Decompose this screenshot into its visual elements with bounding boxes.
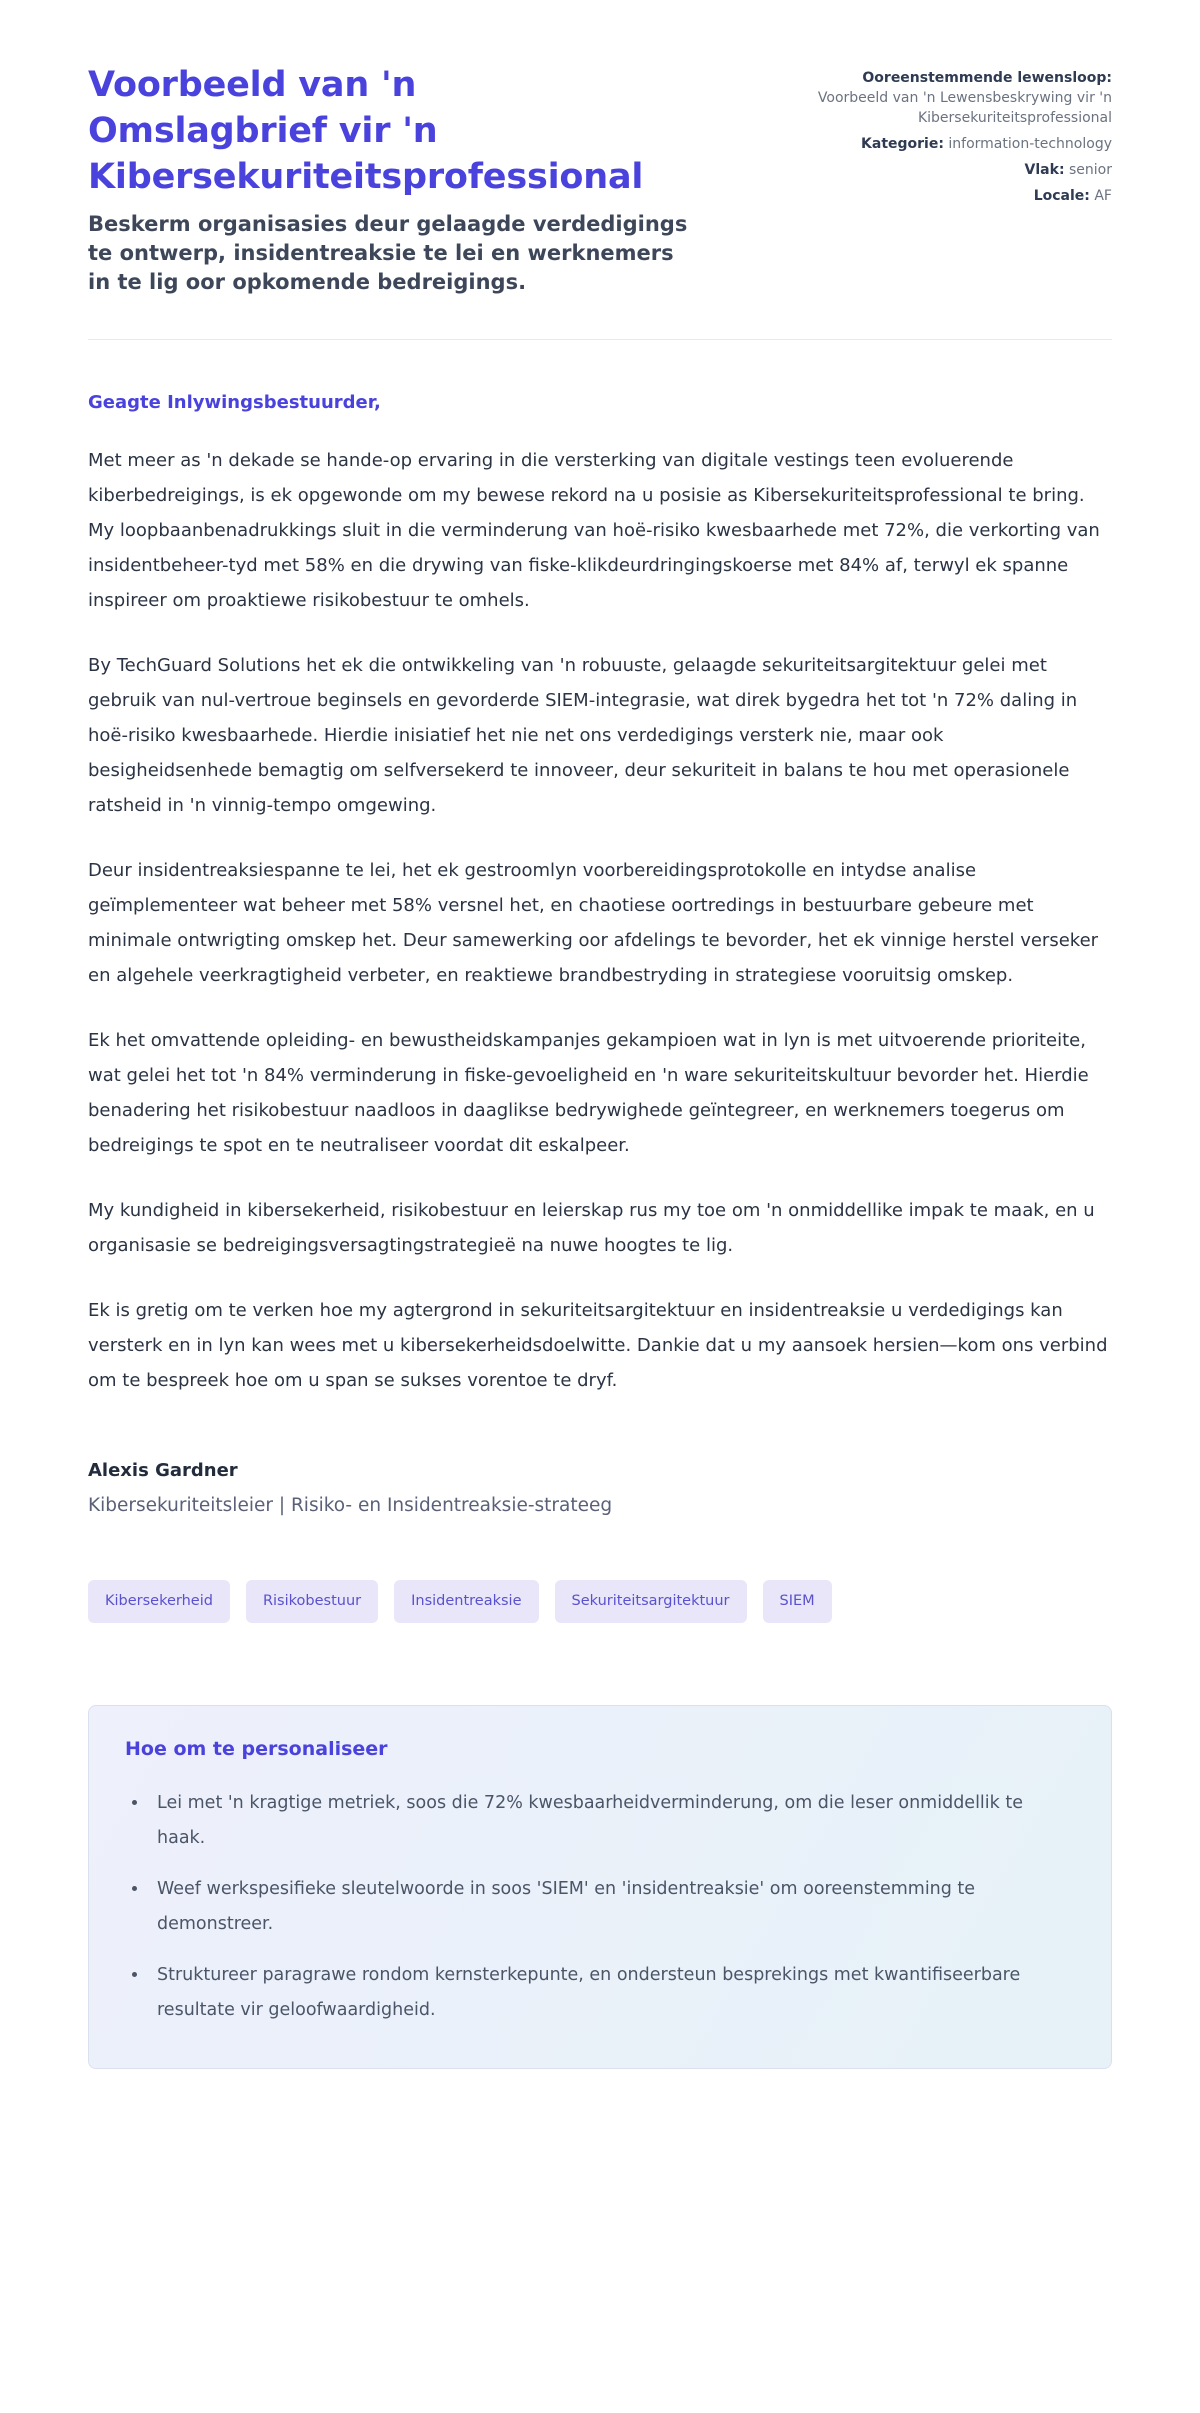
meta-value: Voorbeeld van 'n Lewensbeskrywing vir 'n Kibersekuriteitsprofessional bbox=[817, 90, 1112, 126]
letter-paragraph: Ek is gretig om te verken hoe my agtergrond in sekuriteitsargitektuur en insidentreaksie u verdedigings kan versterk en in lyn kan wees met u kibersekerheidsdoelwitte. Dankie dat u my aansoek hersien—kom ons verbind om te bespreek hoe om u span se sukses vorentoe te dryf. bbox=[88, 1300, 1108, 1391]
callout-bullet: • Struktureer paragrawe rondom kernsterkepunte, en ondersteun besprekings met kwantifiseerbare resultate vir geloofwaardigheid. bbox=[149, 1958, 1075, 2028]
header-title-block bbox=[88, 62, 688, 297]
tag-sekuriteitsargitektuur: Sekuriteitsargitektuur bbox=[555, 1580, 747, 1623]
divider bbox=[88, 339, 1112, 340]
tag-insidentreaksie: Insidentreaksie bbox=[394, 1580, 538, 1623]
page-title-line: Kibersekuriteitsprofessional bbox=[88, 157, 644, 197]
signature-role: Kibersekuriteitsleier | Risiko- en Insidentreaksie-strateeg bbox=[88, 1495, 613, 1516]
page-title bbox=[88, 62, 688, 200]
cover-letter-body bbox=[88, 392, 1112, 2069]
callout-bullet-list bbox=[125, 1786, 1075, 2028]
tag-list bbox=[88, 1580, 1112, 1623]
meta-label: Kategorie: bbox=[861, 136, 944, 152]
meta-value: information-technology bbox=[948, 136, 1112, 152]
callout-bullet: • Lei met 'n kragtige metriek, soos die 72% kwesbaarheidverminderung, om die leser onmiddellik te haak. bbox=[149, 1786, 1075, 1856]
meta-value: AF bbox=[1094, 188, 1112, 204]
letter-paragraph: Ek het omvattende opleiding- en bewustheidskampanjes gekampioen wat in lyn is met uitvoerende prioriteite, wat gelei het tot 'n 84% verminderung in fiske-gevoeligheid en 'n ware sekuriteitskultuur bevorder het. Hierdie benadering het risikobestuur naadloos in daaglikse bedrywighede geïntegreer, en werknemers toegerus om bedreigings te spot en te neutraliseer voordat dit eskalpeer. bbox=[88, 1030, 1089, 1156]
letter-paragraph: My kundigheid in kibersekerheid, risikobestuur en leierskap rus my toe om 'n onmiddellike impak te maak, en u organisasie se bedreigingsversagtingstrategieë na nuwe hoogtes te lig. bbox=[88, 1200, 1095, 1256]
meta-matching-resume bbox=[812, 68, 1112, 128]
tag-siem: SIEM bbox=[763, 1580, 832, 1623]
meta-locale bbox=[812, 186, 1112, 206]
page-title-line: Omslagbrief vir 'n bbox=[88, 111, 438, 151]
page bbox=[88, 0, 1112, 2137]
header bbox=[88, 62, 1112, 297]
personalization-callout bbox=[88, 1705, 1112, 2069]
letter-paragraph: By TechGuard Solutions het ek die ontwikkeling van 'n robuuste, gelaagde sekuriteitsargitektuur gelei met gebruik van nul-vertroue beginsels en gevorderde SIEM-integrasie, wat direk bygedra het tot 'n 72% daling in hoë-risiko kwesbaarhede. Hierdie inisiatief het nie net ons verdedigings versterk nie, maar ook besigheidsenhede bemagtig om selfversekerd te innoveer, deur sekuriteit in balans te hou met operasionele ratsheid in 'n vinnig-tempo omgewing. bbox=[88, 655, 1078, 816]
callout-bullet: • Weef werkspesifieke sleutelwoorde in soos 'SIEM' en 'insidentreaksie' om ooreenstemming te demonstreer. bbox=[149, 1872, 1075, 1942]
meta-category bbox=[812, 134, 1112, 154]
letter-paragraph: Met meer as 'n dekade se hande-op ervaring in die versterking van digitale vestings teen evoluerende kiberbedreigings, is ek opgewonde om my bewese rekord na u posisie as Kibersekuriteitsprofessional te bring. My loopbaanbenadrukkings sluit in die verminderung van hoë-risiko kwesbaarhede met 72%, die verkorting van insidentbeheer-tyd met 58% en die drywing van fiske-klikdeurdringingskoerse met 84% af, terwyl ek spanne inspireer om proaktiewe risikobestuur te omhels. bbox=[88, 450, 1100, 611]
meta-panel bbox=[812, 62, 1112, 212]
meta-value: senior bbox=[1069, 162, 1112, 178]
tag-risikobestuur: Risikobestuur bbox=[246, 1580, 378, 1623]
callout-title: Hoe om te personaliseer bbox=[125, 1737, 388, 1760]
letter-paragraph: Deur insidentreaksiespanne te lei, het ek gestroomlyn voorbereidingsprotokolle en intydse analise geïmplementeer wat beheer met 58% versnel het, en chaotiese oortredings in bestuurbare gebeure met minimale ontwrigting omskep het. Deur samewerking oor afdelings te bevorder, het ek vinnige herstel verseker en algehele veerkragtigheid verbeter, en reaktiewe brandbestryding in strategiese vooruitsig omskep. bbox=[88, 860, 1099, 986]
meta-label: Vlak: bbox=[1024, 162, 1065, 178]
meta-label: Locale: bbox=[1033, 188, 1090, 204]
meta-level bbox=[812, 160, 1112, 180]
greeting: Geagte Inlywingsbestuurder, bbox=[88, 392, 381, 413]
meta-label: Ooreenstemmende lewensloop: bbox=[862, 70, 1112, 86]
page-subtitle: Beskerm organisasies deur gelaagde verdedigings te ontwerp, insidentreaksie te lei en werknemers in te lig oor opkomende bedreigings. bbox=[88, 212, 688, 294]
tag-kibersekerheid: Kibersekerheid bbox=[88, 1580, 230, 1623]
page-title-line: Voorbeeld van 'n bbox=[88, 65, 417, 105]
signature-name: Alexis Gardner bbox=[88, 1460, 238, 1481]
